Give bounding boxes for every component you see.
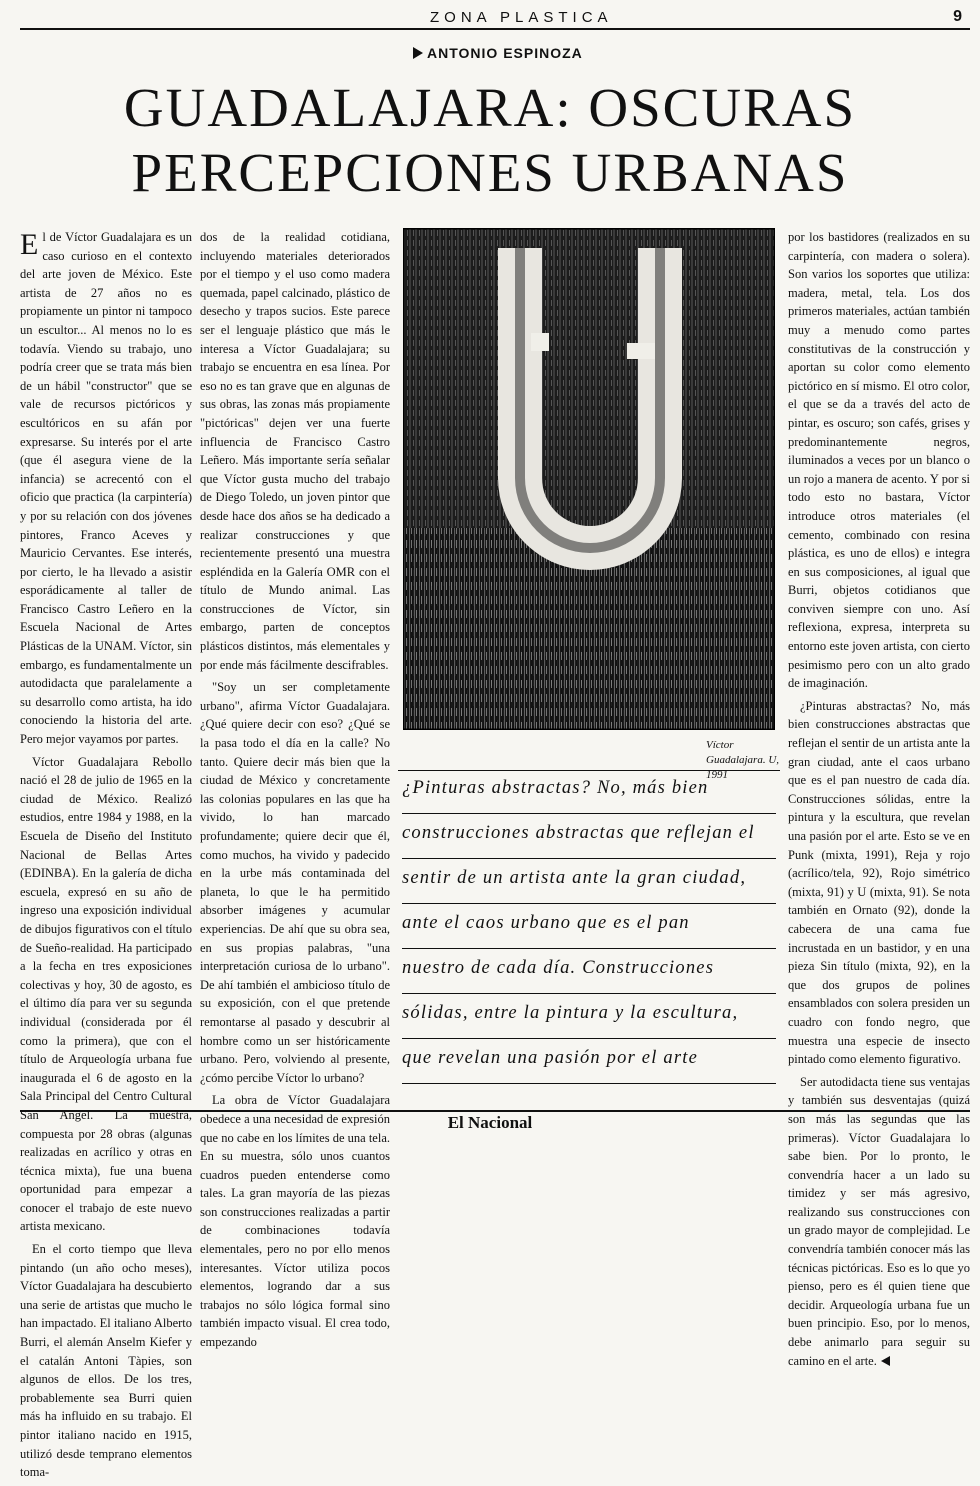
page-number: 9 <box>953 8 962 25</box>
pull-quote-line: sólidas, entre la pintura y la escultura, <box>402 1002 776 1039</box>
page-header <box>20 4 970 30</box>
paragraph-text: Ser autodidacta tiene sus ventajas y también sus desventajas (quizá son más las segundas que las primeras). Víctor Guadalajara lo sabe bien. Por lo pronto, le convendría hacer a un lado su timidez y ser más agresivo, realizando sus construcciones con un grado mayor de complejidad. Le convendría también conocer más las técnicas pictóricas. Eso es lo que yo pienso, pero es él quien tiene que decidir. Arqueología urbana fue un buen principio. Eso, por lo menos, debe animarlo para seguir su camino en el arte. <box>788 1074 970 1368</box>
end-mark-icon <box>881 1356 890 1366</box>
paragraph: Víctor Guadalajara Rebollo nació el 28 de julio de 1965 en la ciudad de México. Realizó estudios, entre 1984 y 1988, en la Escuela de Diseño del Instituto Nacional de Bellas Artes (EDINBA). En la galería de dicha escuela, expresó en su año de ingreso una exposición individual de dibujos figurativos con el título de Sueño-realidad. Ha participado a la fecha en tres exposiciones colectivas y hoy, 30 de agosto, es el último día para ver su segunda individual (considerada por él como la primera), que con el título de Arqueología urbana fue inaugurada el 6 de agosto en la Sala Principal del Centro Cultural San Angel. La muestra, compuesta por 28 obras (algunas realizadas en acrílico y otras en técnica mixta), fue una buena oportunidad para empezar a conocer el trabajo de este nuevo artista mexicano. <box>20 754 192 1234</box>
pull-quote-line: construcciones abstractas que reflejan el <box>402 822 776 859</box>
pull-quote-top-rule <box>398 770 780 771</box>
footer-rule <box>20 1110 970 1112</box>
paragraph: ¿Pinturas abstractas? No, más bien construcciones abstractas que reflejan el sentir de un artista ante la gran ciudad, ante el caos urbano que es el pan nuestro de cada día. Construcciones sólidas, entre la pintura y la escultura, que revelan una pasión por el arte. Esto se ve en Punk (mixta, 1991), Reja y rojo (acrílico/tela, 92), Rojo simétrico (mixta, 91) y U (mixta, 91). Se nota también en Ornato (92), donde la cabecera de una cama fue incrustada en un bastidor, y en una pieza Sin título (mixta, 92), en la que dos grupos de polines ensamblados con solera presiden un cuadro con fondo negro, que muestra una especie de insecto pintado como elemento figurativo. <box>788 698 970 1067</box>
pull-quote-line: nuestro de cada día. Construcciones <box>402 957 776 994</box>
paragraph: por los bastidores (realizados en su carpintería, con madera o solera). Son varios los soportes que utiliza: madera, metal, tela. Los dos primeros materiales, actúan también muy a menudo como partes constitutivas de la construcción y aportan su color como elemento pictórico en sí mismo. El otro color, el que se da a través del acto de pintar, es oscuro; son cafés, grises y predominantemente negros, iluminados a veces por un blanco o un rojo a manera de acento. Y por si todo esto no bastara, Víctor introduce otros materiales (el cemento, combinado con resina plástica, es uno de ellos) e integra en sus composiciones, al igual que Burri, objetos cotidianos que conviven siempre con uno. Así reflexiona, expresa, interpreta su entorno este joven artista, con cierto pesimismo pero con un alto grado de imaginación. <box>788 230 970 691</box>
artwork-u-illustration <box>403 228 775 730</box>
paragraph: La obra de Víctor Guadalajara obedece a una necesidad de expresión que no cabe en los límites de una tela. En su muestra, sólo unos cuantos cuadros pueden entenderse como tales. La gran mayoría de las piezas son construcciones realizadas a partir de combinaciones todavía elementales, pero no por ello menos interesantes. Víctor utiliza pocos elementos, logrando dar a sus trabajos no sólo lógica formal sino también impacto visual. El crea todo, empezando <box>200 1093 390 1350</box>
paragraph: En el corto tiempo que lleva pintando (un año ocho meses), Víctor Guadalajara ha descubierto una serie de artistas que mucho le han impactado. El italiano Alberto Burri, el alemán Anselm Kiefer y el catalán Antoni Tàpies, son algunos de ellos. De los tres, probablemente sea Burri quien más ha influido en su trabajo. El pintor italiano nacido en 1915, utilizó desde temprano elementos toma- <box>20 1242 192 1480</box>
byline <box>413 45 583 61</box>
drop-cap: E <box>20 228 39 261</box>
paragraph <box>20 228 192 749</box>
pull-quote-text <box>402 777 776 1084</box>
paragraph-text: l de Víctor Guadalajara es un caso curioso en el contexto del arte joven de México. Este artista de 27 años no es propiamente un pintor ni tampoco un escultor... Al menos no lo es todavía. Viendo su trabajo, uno podría creer que se trata más bien de un hábil "constructor" que se vale de recursos pictóricos y escultóricos en su afán por expresarse. Su interés por el arte (que él asegura viene de la infancia) se acrecentó con el oficio que practica (la carpintería) y por su relación con dos jóvenes pintores, Franco Aceves y Mauricio Cervantes. Ese interés, por cierto, le ha llevado a asistir esporádicamente al taller de Francisco Castro Leñero en la Escuela Nacional de Artes Plásticas de la UNAM. Víctor, sin embargo, es fundamentalmente un autodidacta que paralelamente a su desarrollo como artista, ha ido conociendo la historia del arte. Pero mejor vayamos por partes. <box>20 230 192 747</box>
pull-quote-line: que revelan una pasión por el arte <box>402 1047 776 1084</box>
paragraph: "Soy un ser completamente urbano", afirma Víctor Guadalajara. ¿Qué quiere decir con eso? ¿Qué se la pasa todo el día en la calle? No tanto. Quiere decir más bien que la ciudad de México y concretamente las colonias populares en las que ha vivido, lo han marcado profundamente; quiere decir que él, como muchos, ha vivido y padecido en la urbe más contaminada del planeta, lo que le ha permitido absorber imágenes y acumular experiencias. De ahí que su obra sea, en sus propias palabras, "una interpretación curiosa de lo urbano". De ahí también el ambicioso título de su exposición, con el que pretende remontarse al pasado y descubrir al hombre como un ser históricamente urbano. Pero, volviendo al presente, ¿cómo percibe Víctor lo urbano? <box>200 680 390 1085</box>
article-column-4 <box>788 228 970 1374</box>
artwork-photo <box>403 228 775 730</box>
headline-line-2: PERCEPCIONES URBANAS <box>131 142 849 203</box>
headline-line-1: GUADALAJARA: OSCURAS <box>123 77 857 138</box>
article-column-2 <box>200 228 390 1356</box>
section-title: ZONA PLASTICA <box>430 9 613 26</box>
pull-quote-line: ante el caos urbano que es el pan <box>402 912 776 949</box>
triangle-icon <box>413 47 423 59</box>
author-name: ANTONIO ESPINOZA <box>427 45 583 61</box>
pull-quote <box>398 770 780 1092</box>
article-column-1 <box>20 228 192 1486</box>
paragraph: dos de la realidad cotidiana, incluyendo materiales deteriorados por el tiempo y el uso como madera quemada, papel calcinado, plástico de desecho y trapos sucios. Este parece ser el lenguaje plástico que más le interesa a Víctor Guadalajara; su trabajo se encuentra en esa línea. Por eso no es tan grave que en algunas de sus obras, las zonas más propiamente "pictóricas" dejen ver una fuerte influencia de Francisco Castro Leñero. Más importante sería señalar que Víctor gusta mucho del trabajo de Diego Toledo, un joven pintor que desde hace dos años se ha dedicado a realizar construcciones y que recientemente presentó una muestra espléndida en la Galería OMR con el título de Mundo animal. Las construcciones de Víctor, sin embargo, parten de conceptos plásticos distintos, más elementales y por ende más fácilmente descifrables. <box>200 230 390 672</box>
pull-quote-line: ¿Pinturas abstractas? No, más bien <box>402 777 776 814</box>
newspaper-name: El Nacional <box>447 1113 533 1132</box>
photo-caption: Víctor Guadalajara. U, 1991 <box>706 739 780 781</box>
pull-quote-line: sentir de un artista ante la gran ciudad, <box>402 867 776 904</box>
